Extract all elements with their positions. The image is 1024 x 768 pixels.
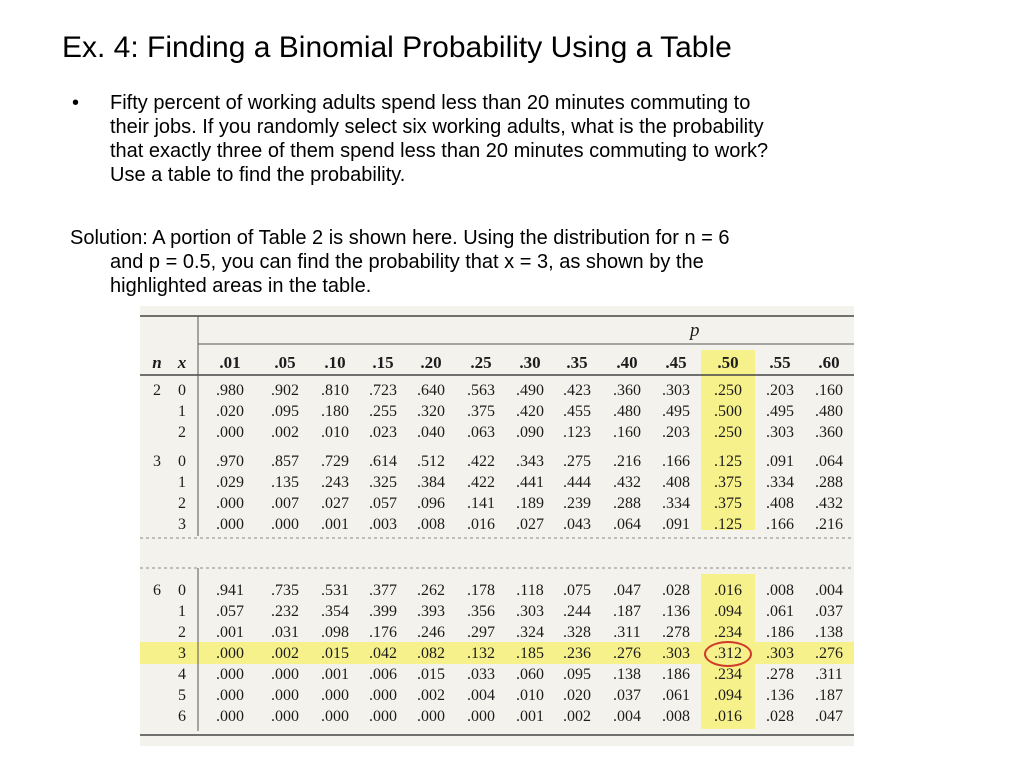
probability-cell: .043 xyxy=(563,516,591,533)
probability-cell: .375 xyxy=(714,495,742,512)
probability-cell: .006 xyxy=(369,666,397,683)
probability-cell: .125 xyxy=(714,453,742,470)
probability-cell: .002 xyxy=(563,708,591,725)
probability-cell: .042 xyxy=(369,645,397,662)
probability-cell: .001 xyxy=(216,624,244,641)
probability-cell: .004 xyxy=(613,708,641,725)
probability-cell: .125 xyxy=(714,516,742,533)
probability-cell: .246 xyxy=(417,624,445,641)
probability-cell: .495 xyxy=(662,403,690,420)
slide-title: Ex. 4: Finding a Binomial Probability Using a Table xyxy=(62,31,732,64)
probability-cell: .180 xyxy=(321,403,349,420)
probability-cell: .090 xyxy=(516,424,544,441)
probability-cell: .490 xyxy=(516,382,544,399)
probability-cell: .480 xyxy=(613,403,641,420)
probability-cell: .278 xyxy=(766,666,794,683)
probability-cell: .016 xyxy=(714,582,742,599)
probability-cell: .186 xyxy=(766,624,794,641)
probability-cell: .262 xyxy=(417,582,445,599)
probability-cell: .375 xyxy=(467,403,495,420)
p-column-header: .10 xyxy=(324,353,346,372)
p-column-header: .50 xyxy=(717,353,739,372)
problem-line: that exactly three of them spend less than 20 minutes commuting to work? xyxy=(110,140,769,162)
probability-cell: .278 xyxy=(662,624,690,641)
x-value: 6 xyxy=(178,708,186,725)
table-row xyxy=(140,451,854,472)
probability-cell: .002 xyxy=(271,424,299,441)
probability-cell: .000 xyxy=(271,666,299,683)
p-axis-label: p xyxy=(690,320,700,341)
x-value: 5 xyxy=(178,687,186,704)
table-row xyxy=(140,601,854,622)
probability-cell: .325 xyxy=(369,474,397,491)
p-column-header: .20 xyxy=(420,353,442,372)
table-row xyxy=(140,422,854,443)
probability-cell: .001 xyxy=(321,666,349,683)
probability-cell: .136 xyxy=(662,603,690,620)
probability-cell: .500 xyxy=(714,403,742,420)
probability-cell: .000 xyxy=(271,708,299,725)
x-value: 0 xyxy=(178,382,186,399)
x-value: 2 xyxy=(178,424,186,441)
probability-cell: .563 xyxy=(467,382,495,399)
probability-cell: .185 xyxy=(516,645,544,662)
probability-cell: .000 xyxy=(467,708,495,725)
probability-cell: .243 xyxy=(321,474,349,491)
probability-cell: .023 xyxy=(369,424,397,441)
probability-cell: .614 xyxy=(369,453,397,470)
x-value: 1 xyxy=(178,603,186,620)
table-row xyxy=(140,401,854,422)
x-value: 0 xyxy=(178,582,186,599)
x-value: 1 xyxy=(178,474,186,491)
probability-cell: .360 xyxy=(613,382,641,399)
x-value: 2 xyxy=(178,495,186,512)
probability-cell: .216 xyxy=(613,453,641,470)
probability-cell: .902 xyxy=(271,382,299,399)
probability-cell: .276 xyxy=(815,645,843,662)
probability-cell: .123 xyxy=(563,424,591,441)
probability-cell: .288 xyxy=(613,495,641,512)
probability-cell: .423 xyxy=(563,382,591,399)
probability-cell: .028 xyxy=(766,708,794,725)
p-column-header: .45 xyxy=(665,353,687,372)
probability-cell: .075 xyxy=(563,582,591,599)
probability-cell: .303 xyxy=(766,645,794,662)
x-column-header: x xyxy=(177,353,187,372)
probability-cell: .360 xyxy=(815,424,843,441)
probability-cell: .000 xyxy=(216,666,244,683)
probability-cell: .288 xyxy=(815,474,843,491)
probability-cell: .810 xyxy=(321,382,349,399)
probability-cell: .029 xyxy=(216,474,244,491)
problem-text xyxy=(110,91,980,187)
probability-cell: .020 xyxy=(216,403,244,420)
probability-cell: .236 xyxy=(563,645,591,662)
probability-cell: .375 xyxy=(714,474,742,491)
probability-cell: .027 xyxy=(516,516,544,533)
probability-cell: .312 xyxy=(714,645,742,662)
p-column-header: .25 xyxy=(470,353,492,372)
probability-cell: .420 xyxy=(516,403,544,420)
probability-cell: .480 xyxy=(815,403,843,420)
probability-cell: .303 xyxy=(516,603,544,620)
p-column-header: .30 xyxy=(519,353,541,372)
probability-cell: .239 xyxy=(563,495,591,512)
probability-cell: .008 xyxy=(662,708,690,725)
probability-cell: .512 xyxy=(417,453,445,470)
probability-cell: .857 xyxy=(271,453,299,470)
probability-cell: .004 xyxy=(467,687,495,704)
probability-cell: .187 xyxy=(815,687,843,704)
probability-cell: .178 xyxy=(467,582,495,599)
probability-cell: .311 xyxy=(815,666,843,683)
probability-cell: .008 xyxy=(417,516,445,533)
problem-line: their jobs. If you randomly select six working adults, what is the probability xyxy=(110,116,764,138)
probability-cell: .033 xyxy=(467,666,495,683)
probability-cell: .002 xyxy=(417,687,445,704)
probability-cell: .408 xyxy=(766,495,794,512)
problem-line: Fifty percent of working adults spend less than 20 minutes commuting to xyxy=(110,92,751,114)
probability-cell: .276 xyxy=(613,645,641,662)
probability-cell: .275 xyxy=(563,453,591,470)
p-column-header: .15 xyxy=(372,353,394,372)
probability-cell: .061 xyxy=(766,603,794,620)
probability-cell: .399 xyxy=(369,603,397,620)
probability-cell: .004 xyxy=(815,582,843,599)
probability-cell: .000 xyxy=(216,645,244,662)
probability-cell: .303 xyxy=(662,645,690,662)
probability-cell: .008 xyxy=(766,582,794,599)
probability-cell: .311 xyxy=(613,624,641,641)
probability-cell: .091 xyxy=(766,453,794,470)
probability-cell: .016 xyxy=(467,516,495,533)
probability-cell: .160 xyxy=(613,424,641,441)
n-value: 3 xyxy=(153,453,161,470)
probability-cell: .000 xyxy=(321,687,349,704)
x-value: 1 xyxy=(178,403,186,420)
probability-cell: .000 xyxy=(216,516,244,533)
solution-text xyxy=(70,226,990,298)
probability-cell: .060 xyxy=(516,666,544,683)
probability-cell: .234 xyxy=(714,624,742,641)
probability-cell: .027 xyxy=(321,495,349,512)
p-column-header: .05 xyxy=(274,353,296,372)
probability-cell: .000 xyxy=(369,687,397,704)
x-value: 4 xyxy=(178,666,186,683)
p-column-header: .40 xyxy=(616,353,638,372)
probability-cell: .343 xyxy=(516,453,544,470)
probability-cell: .047 xyxy=(815,708,843,725)
probability-cell: .187 xyxy=(613,603,641,620)
table-row xyxy=(140,580,854,601)
probability-cell: .232 xyxy=(271,603,299,620)
probability-cell: .320 xyxy=(417,403,445,420)
probability-cell: .250 xyxy=(714,382,742,399)
x-value: 2 xyxy=(178,624,186,641)
probability-cell: .729 xyxy=(321,453,349,470)
bullet-marker: • xyxy=(72,92,80,114)
probability-cell: .422 xyxy=(467,453,495,470)
probability-cell: .095 xyxy=(271,403,299,420)
solution-line: highlighted areas in the table. xyxy=(110,275,372,297)
probability-cell: .941 xyxy=(216,582,244,599)
probability-cell: .057 xyxy=(216,603,244,620)
probability-cell: .303 xyxy=(662,382,690,399)
probability-cell: .980 xyxy=(216,382,244,399)
probability-cell: .020 xyxy=(563,687,591,704)
probability-cell: .001 xyxy=(321,516,349,533)
p-column-header: .55 xyxy=(769,353,791,372)
n-value: 6 xyxy=(153,582,161,599)
probability-cell: .495 xyxy=(766,403,794,420)
probability-cell: .064 xyxy=(815,453,843,470)
probability-cell: .096 xyxy=(417,495,445,512)
probability-cell: .082 xyxy=(417,645,445,662)
probability-cell: .408 xyxy=(662,474,690,491)
x-value: 3 xyxy=(178,645,186,662)
probability-cell: .000 xyxy=(271,687,299,704)
probability-cell: .356 xyxy=(467,603,495,620)
probability-cell: .297 xyxy=(467,624,495,641)
solution-line: Solution: A portion of Table 2 is shown here. Using the distribution for n = 6 xyxy=(70,227,730,249)
probability-cell: .328 xyxy=(563,624,591,641)
n-value: 2 xyxy=(153,382,161,399)
probability-cell: .393 xyxy=(417,603,445,620)
probability-cell: .216 xyxy=(815,516,843,533)
probability-cell: .138 xyxy=(815,624,843,641)
probability-cell: .735 xyxy=(271,582,299,599)
p-column-header: .35 xyxy=(566,353,588,372)
probability-cell: .118 xyxy=(516,582,544,599)
probability-cell: .441 xyxy=(516,474,544,491)
probability-cell: .640 xyxy=(417,382,445,399)
probability-cell: .186 xyxy=(662,666,690,683)
probability-cell: .189 xyxy=(516,495,544,512)
probability-cell: .003 xyxy=(369,516,397,533)
probability-cell: .166 xyxy=(766,516,794,533)
probability-cell: .001 xyxy=(516,708,544,725)
probability-cell: .132 xyxy=(467,645,495,662)
probability-cell: .000 xyxy=(271,516,299,533)
table-row xyxy=(140,380,854,401)
table-row xyxy=(140,514,854,535)
probability-cell: .723 xyxy=(369,382,397,399)
binomial-table-image xyxy=(140,306,854,746)
probability-cell: .377 xyxy=(369,582,397,599)
probability-cell: .094 xyxy=(714,687,742,704)
table-row xyxy=(140,472,854,493)
probability-cell: .334 xyxy=(662,495,690,512)
x-value: 3 xyxy=(178,516,186,533)
probability-cell: .015 xyxy=(321,645,349,662)
probability-cell: .007 xyxy=(271,495,299,512)
probability-cell: .444 xyxy=(563,474,591,491)
probability-cell: .422 xyxy=(467,474,495,491)
probability-cell: .531 xyxy=(321,582,349,599)
probability-cell: .000 xyxy=(216,495,244,512)
probability-cell: .244 xyxy=(563,603,591,620)
probability-cell: .031 xyxy=(271,624,299,641)
probability-cell: .000 xyxy=(369,708,397,725)
probability-cell: .141 xyxy=(467,495,495,512)
probability-cell: .324 xyxy=(516,624,544,641)
problem-line: Use a table to find the probability. xyxy=(110,164,406,186)
probability-cell: .015 xyxy=(417,666,445,683)
probability-cell: .063 xyxy=(467,424,495,441)
probability-cell: .094 xyxy=(714,603,742,620)
probability-cell: .255 xyxy=(369,403,397,420)
probability-cell: .303 xyxy=(766,424,794,441)
probability-cell: .064 xyxy=(613,516,641,533)
probability-cell: .203 xyxy=(766,382,794,399)
probability-cell: .016 xyxy=(714,708,742,725)
probability-cell: .970 xyxy=(216,453,244,470)
probability-cell: .000 xyxy=(321,708,349,725)
probability-cell: .176 xyxy=(369,624,397,641)
probability-cell: .432 xyxy=(815,495,843,512)
table-row xyxy=(140,493,854,514)
probability-cell: .160 xyxy=(815,382,843,399)
solution-line: and p = 0.5, you can find the probability that x = 3, as shown by the xyxy=(110,251,704,273)
probability-cell: .135 xyxy=(271,474,299,491)
probability-cell: .040 xyxy=(417,424,445,441)
probability-cell: .334 xyxy=(766,474,794,491)
table-row xyxy=(140,685,854,706)
probability-cell: .234 xyxy=(714,666,742,683)
probability-cell: .000 xyxy=(417,708,445,725)
p-column-header: .60 xyxy=(818,353,840,372)
probability-cell: .432 xyxy=(613,474,641,491)
probability-cell: .028 xyxy=(662,582,690,599)
probability-cell: .203 xyxy=(662,424,690,441)
probability-cell: .037 xyxy=(613,687,641,704)
table-row xyxy=(140,622,854,643)
p-column-header: .01 xyxy=(219,353,241,372)
x-value: 0 xyxy=(178,453,186,470)
probability-cell: .166 xyxy=(662,453,690,470)
answer-circle xyxy=(704,641,752,667)
probability-cell: .098 xyxy=(321,624,349,641)
probability-cell: .002 xyxy=(271,645,299,662)
probability-cell: .057 xyxy=(369,495,397,512)
probability-cell: .010 xyxy=(516,687,544,704)
probability-cell: .138 xyxy=(613,666,641,683)
probability-cell: .000 xyxy=(216,687,244,704)
probability-cell: .354 xyxy=(321,603,349,620)
probability-cell: .384 xyxy=(417,474,445,491)
probability-cell: .000 xyxy=(216,424,244,441)
table-row xyxy=(140,706,854,727)
probability-cell: .061 xyxy=(662,687,690,704)
probability-cell: .136 xyxy=(766,687,794,704)
probability-cell: .037 xyxy=(815,603,843,620)
n-column-header: n xyxy=(152,353,162,372)
probability-cell: .095 xyxy=(563,666,591,683)
table-row xyxy=(140,664,854,685)
probability-cell: .455 xyxy=(563,403,591,420)
probability-cell: .047 xyxy=(613,582,641,599)
probability-cell: .250 xyxy=(714,424,742,441)
probability-cell: .010 xyxy=(321,424,349,441)
probability-cell: .000 xyxy=(216,708,244,725)
probability-cell: .091 xyxy=(662,516,690,533)
